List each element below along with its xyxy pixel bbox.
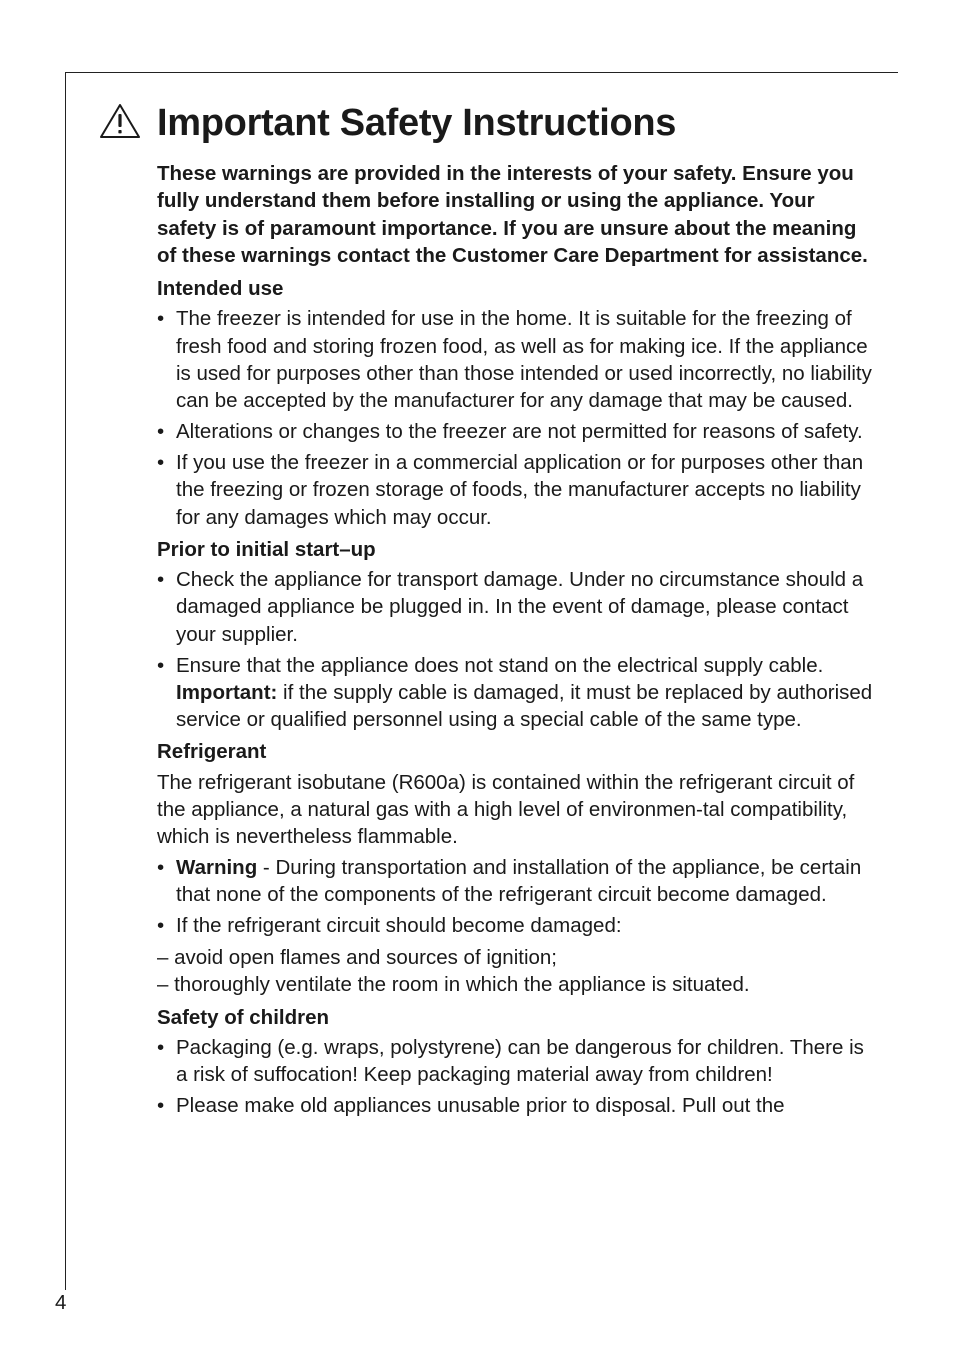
warning-label: Warning — [176, 855, 258, 879]
section-heading-children: Safety of children — [157, 1005, 330, 1029]
section-heading-prior-startup: Prior to initial start–up — [157, 537, 376, 561]
dash-item: – avoid open flames and sources of ignition; — [157, 946, 558, 970]
page-number: 4 — [55, 1291, 67, 1314]
list-item: • If the refrigerant circuit should become damaged: — [157, 912, 877, 939]
prior-startup-list — [157, 566, 877, 733]
safety-content — [157, 160, 877, 1124]
refrigerant-dash-list — [157, 944, 877, 999]
page-title: Important Safety Instructions — [157, 102, 677, 144]
dash-item: – thoroughly ventilate the room in which the appliance is situated. — [157, 973, 750, 997]
important-label: Important: — [176, 680, 278, 704]
list-item — [157, 652, 877, 734]
refrigerant-paragraph: The refrigerant isobutane (R600a) is contained within the refrigerant circuit of the appliance, a natural gas with a high level of environmen-tal compatibility, which is nevertheless flammable. — [157, 770, 855, 849]
list-item — [157, 854, 877, 909]
intro-paragraph: These warnings are provided in the interests of your safety. Ensure you fully understand them before installing or using the appliance. Your safety is of paramount importance. If you are unsure about the meaning of these warnings contact the Customer Care Department for assistance. — [157, 162, 868, 267]
left-rule — [65, 72, 66, 1290]
list-item: • If you use the freezer in a commercial application or for purposes other than the freezing or frozen storage of foods, the manufacturer accepts no liability for any damages which may occur. — [157, 449, 877, 531]
intended-use-list — [157, 305, 877, 530]
top-rule — [65, 72, 898, 73]
list-item-text: Ensure that the appliance does not stand on the electrical supply cable. — [176, 653, 824, 677]
section-heading-refrigerant: Refrigerant — [157, 740, 267, 764]
list-item: • The freezer is intended for use in the home. It is suitable for the freezing of fresh food and storing frozen food, as well as for making ice. If the appliance is used for purposes other than those intended or used incorrectly, no liability can be accepted by the manufacturer for any damage that may be caused. — [157, 305, 877, 414]
list-item: • Packaging (e.g. wraps, polystyrene) can be dangerous for children. There is a risk of suffocation! Keep packaging material away from children! — [157, 1034, 877, 1089]
list-item: • Check the appliance for transport damage. Under no circumstance should a damaged appliance be plugged in. In the event of damage, please contact your supplier. — [157, 566, 877, 648]
refrigerant-list — [157, 854, 877, 939]
list-item: • Please make old appliances unusable prior to disposal. Pull out the — [157, 1092, 877, 1119]
warning-triangle-icon — [99, 103, 141, 139]
list-item-text: if the supply cable is damaged, it must be replaced by authorised service or qualified personnel using a special cable of the same type. — [176, 680, 873, 732]
list-item: • Alterations or changes to the freezer are not permitted for reasons of safety. — [157, 418, 877, 445]
children-list — [157, 1034, 877, 1119]
section-heading-intended-use: Intended use — [157, 277, 284, 301]
list-item-text: - During transportation and installation of the appliance, be certain that none of the components of the refrigerant circuit become damaged. — [176, 855, 862, 906]
